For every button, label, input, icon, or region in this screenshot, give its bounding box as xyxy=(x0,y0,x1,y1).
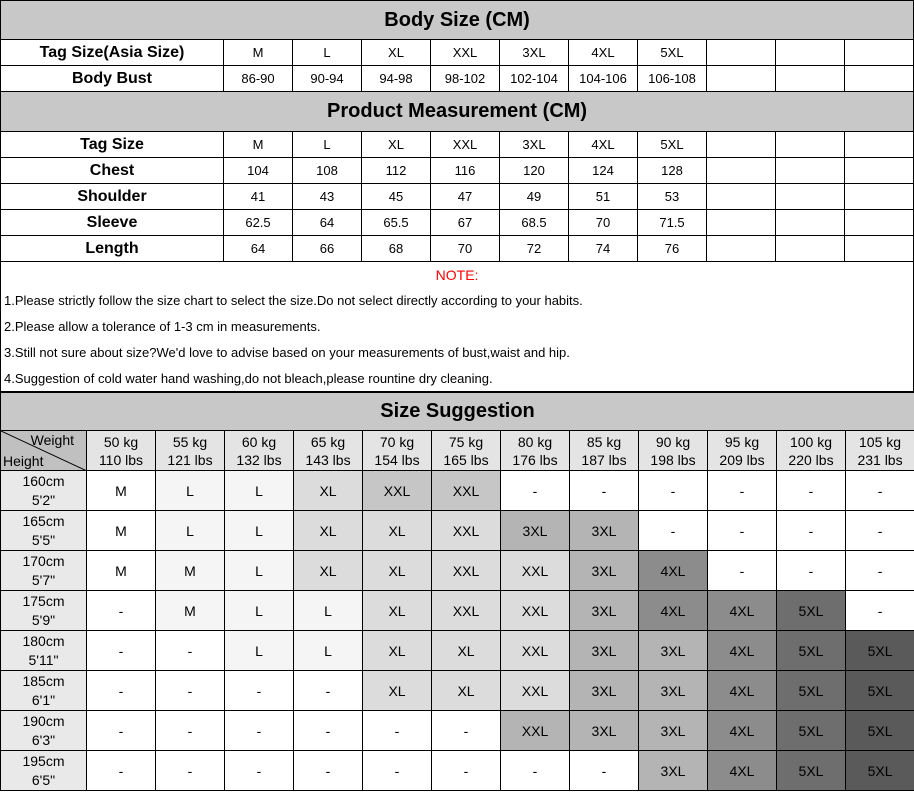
product-value-cell: 108 xyxy=(293,158,362,184)
weight-lbs: 110 lbs xyxy=(98,451,144,468)
empty-cell xyxy=(776,210,845,236)
note-title: NOTE: xyxy=(1,262,914,288)
size-suggestion-cell: XXL xyxy=(363,471,432,511)
product-value-cell: L xyxy=(293,132,362,158)
note-item: 2.Please allow a tolerance of 1-3 cm in measurements. xyxy=(1,314,914,340)
empty-cell xyxy=(776,184,845,210)
height-cell xyxy=(1,751,87,791)
size-suggestion-cell: L xyxy=(294,591,363,631)
size-suggestion-cell: XL xyxy=(294,511,363,551)
size-suggestion-cell: 3XL xyxy=(639,711,708,751)
product-value-cell: 71.5 xyxy=(638,210,707,236)
height-cm: 185cm xyxy=(22,672,65,689)
height-row xyxy=(1,471,914,511)
note-item: 1.Please strictly follow the size chart to select the size.Do not select directly according to your habits. xyxy=(1,288,914,314)
product-value-cell: 72 xyxy=(500,236,569,262)
body-bust-cell: 98-102 xyxy=(431,66,500,92)
weight-header-cell xyxy=(225,431,294,471)
weight-header-cell xyxy=(846,431,914,471)
size-suggestion-cell: L xyxy=(225,631,294,671)
weight-kg: 95 kg xyxy=(724,433,760,450)
body-bust-cell: 104-106 xyxy=(569,66,638,92)
height-row xyxy=(1,711,914,751)
product-row xyxy=(1,210,914,236)
size-suggestion-cell: 3XL xyxy=(570,591,639,631)
product-value-cell: 112 xyxy=(362,158,431,184)
weight-label: Weight xyxy=(30,432,74,448)
empty-cell xyxy=(845,236,914,262)
product-value-cell: 64 xyxy=(224,236,293,262)
weight-header-cell xyxy=(570,431,639,471)
product-value-cell: 51 xyxy=(569,184,638,210)
size-suggestion-cell: XXL xyxy=(501,591,570,631)
size-suggestion-cell: M xyxy=(87,551,156,591)
size-suggestion-cell: XXL xyxy=(501,631,570,671)
size-suggestion-cell: - xyxy=(432,711,501,751)
weight-lbs: 132 lbs xyxy=(236,451,282,468)
size-suggestion-cell: 5XL xyxy=(777,631,846,671)
size-suggestion-cell: - xyxy=(156,671,225,711)
size-suggestion-cell: L xyxy=(225,471,294,511)
size-suggestion-cell: - xyxy=(87,671,156,711)
height-ft: 5'5" xyxy=(31,531,56,548)
weight-height-corner xyxy=(1,431,87,471)
size-suggestion-cell: XL xyxy=(363,551,432,591)
product-value-cell: 66 xyxy=(293,236,362,262)
size-suggestion-cell: 4XL xyxy=(708,631,777,671)
empty-cell xyxy=(776,158,845,184)
product-value-cell: 41 xyxy=(224,184,293,210)
height-cm: 170cm xyxy=(22,552,65,569)
product-row-label: Sleeve xyxy=(1,210,224,236)
size-chart xyxy=(0,0,914,392)
size-suggestion-cell: - xyxy=(225,671,294,711)
size-suggestion-cell: - xyxy=(501,751,570,791)
body-tag-cell: XXL xyxy=(431,40,500,66)
size-suggestion-cell: - xyxy=(846,471,914,511)
size-suggestion-title: Size Suggestion xyxy=(1,393,914,431)
size-suggestion-cell: 5XL xyxy=(777,751,846,791)
size-suggestion-cell: - xyxy=(570,751,639,791)
size-suggestion-cell: 5XL xyxy=(846,711,914,751)
height-cell xyxy=(1,511,87,551)
size-suggestion-cell: XXL xyxy=(432,551,501,591)
height-row xyxy=(1,671,914,711)
weight-lbs: 220 lbs xyxy=(788,451,834,468)
size-suggestion-cell: L xyxy=(225,511,294,551)
body-bust-cell: 106-108 xyxy=(638,66,707,92)
size-suggestion-cell: - xyxy=(294,671,363,711)
size-suggestion-cell: XXL xyxy=(501,671,570,711)
size-suggestion-cell: - xyxy=(87,591,156,631)
size-suggestion-cell: - xyxy=(708,551,777,591)
empty-cell xyxy=(776,66,845,92)
size-suggestion-cell: - xyxy=(363,711,432,751)
note-item: 3.Still not sure about size?We'd love to advise based on your measurements of bust,waist and hip. xyxy=(1,340,914,366)
product-value-cell: 70 xyxy=(569,210,638,236)
size-suggestion-cell: XXL xyxy=(432,511,501,551)
note-row xyxy=(1,366,914,392)
size-suggestion-cell: - xyxy=(639,471,708,511)
height-ft: 6'1" xyxy=(31,691,56,708)
empty-cell xyxy=(845,158,914,184)
body-tag-row xyxy=(1,40,914,66)
size-suggestion-cell: 4XL xyxy=(708,751,777,791)
product-row-label: Length xyxy=(1,236,224,262)
empty-cell xyxy=(845,184,914,210)
weight-header-cell xyxy=(294,431,363,471)
product-value-cell: 128 xyxy=(638,158,707,184)
product-value-cell: 5XL xyxy=(638,132,707,158)
product-value-cell: 62.5 xyxy=(224,210,293,236)
weight-kg: 55 kg xyxy=(172,433,208,450)
weight-header-cell xyxy=(363,431,432,471)
size-suggestion-cell: - xyxy=(225,711,294,751)
weight-header-cell xyxy=(777,431,846,471)
height-ft: 5'7" xyxy=(31,571,56,588)
size-suggestion-cell: - xyxy=(294,711,363,751)
size-suggestion-cell: - xyxy=(570,471,639,511)
size-suggestion-cell: - xyxy=(846,511,914,551)
size-suggestion-cell: - xyxy=(294,751,363,791)
weight-kg: 50 kg xyxy=(103,433,139,450)
body-size-title: Body Size (CM) xyxy=(1,1,914,40)
note-row xyxy=(1,314,914,340)
product-row xyxy=(1,132,914,158)
size-suggestion-cell: - xyxy=(639,511,708,551)
weight-lbs: 176 lbs xyxy=(512,451,558,468)
size-suggestion-cell: 3XL xyxy=(639,631,708,671)
body-tag-cell: M xyxy=(224,40,293,66)
product-value-cell: 65.5 xyxy=(362,210,431,236)
product-row-label: Shoulder xyxy=(1,184,224,210)
body-tag-cell: 3XL xyxy=(500,40,569,66)
size-suggestion-cell: - xyxy=(432,751,501,791)
height-row xyxy=(1,551,914,591)
product-value-cell: 64 xyxy=(293,210,362,236)
product-value-cell: 67 xyxy=(431,210,500,236)
size-suggestion-cell: - xyxy=(708,471,777,511)
body-bust-cell: 94-98 xyxy=(362,66,431,92)
size-suggestion-cell: XL xyxy=(363,591,432,631)
height-row xyxy=(1,511,914,551)
weight-kg: 75 kg xyxy=(448,433,484,450)
height-row xyxy=(1,631,914,671)
product-value-cell: 68.5 xyxy=(500,210,569,236)
product-value-cell: 68 xyxy=(362,236,431,262)
height-cm: 160cm xyxy=(22,472,65,489)
product-value-cell: 43 xyxy=(293,184,362,210)
height-cell xyxy=(1,551,87,591)
size-suggestion-cell: 3XL xyxy=(570,711,639,751)
weight-kg: 65 kg xyxy=(310,433,346,450)
weight-header-row xyxy=(1,431,914,471)
size-suggestion-cell: 5XL xyxy=(777,591,846,631)
note-row xyxy=(1,340,914,366)
size-suggestion-cell: L xyxy=(156,471,225,511)
size-suggestion-cell: 4XL xyxy=(708,591,777,631)
size-suggestion-cell: 3XL xyxy=(570,671,639,711)
size-suggestion-cell: 3XL xyxy=(570,511,639,551)
product-value-cell: 4XL xyxy=(569,132,638,158)
size-suggestion-cell: 4XL xyxy=(708,671,777,711)
height-cell xyxy=(1,471,87,511)
empty-cell xyxy=(776,236,845,262)
product-value-cell: XL xyxy=(362,132,431,158)
height-cm: 180cm xyxy=(22,632,65,649)
size-suggestion-cell: 5XL xyxy=(777,671,846,711)
size-suggestion-cell: XL xyxy=(432,631,501,671)
weight-header-cell xyxy=(432,431,501,471)
size-suggestion-cell: 3XL xyxy=(570,551,639,591)
body-tag-cell: 5XL xyxy=(638,40,707,66)
body-bust-cell: 102-104 xyxy=(500,66,569,92)
height-cm: 190cm xyxy=(22,712,65,729)
product-value-cell: 120 xyxy=(500,158,569,184)
size-suggestion-cell: XXL xyxy=(432,471,501,511)
product-measurement-title: Product Measurement (CM) xyxy=(1,92,914,132)
size-suggestion-cell: 5XL xyxy=(846,631,914,671)
height-cell xyxy=(1,671,87,711)
product-value-cell: 70 xyxy=(431,236,500,262)
height-row xyxy=(1,751,914,791)
height-cm: 165cm xyxy=(22,512,65,529)
size-suggestion-cell: 3XL xyxy=(639,671,708,711)
size-suggestion-cell: M xyxy=(156,591,225,631)
size-suggestion-cell: - xyxy=(777,551,846,591)
height-ft: 6'5" xyxy=(31,771,56,788)
weight-kg: 60 kg xyxy=(241,433,277,450)
size-suggestion-cell: - xyxy=(156,711,225,751)
note-item: 4.Suggestion of cold water hand washing,do not bleach,please rountine dry cleaning. xyxy=(1,366,914,392)
size-suggestion-cell: - xyxy=(846,551,914,591)
weight-header-cell xyxy=(156,431,225,471)
size-suggestion-cell: - xyxy=(156,751,225,791)
size-suggestion-cell: L xyxy=(156,511,225,551)
size-suggestion-cell: 4XL xyxy=(639,591,708,631)
size-suggestion-cell: 4XL xyxy=(639,551,708,591)
product-value-cell: 53 xyxy=(638,184,707,210)
size-suggestion-cell: - xyxy=(156,631,225,671)
size-suggestion-cell: M xyxy=(156,551,225,591)
empty-cell xyxy=(776,132,845,158)
weight-kg: 105 kg xyxy=(859,433,902,450)
product-value-cell: 49 xyxy=(500,184,569,210)
size-suggestion-cell: 5XL xyxy=(846,751,914,791)
height-ft: 5'11" xyxy=(28,651,59,668)
size-suggestion-cell: 4XL xyxy=(708,711,777,751)
size-suggestion-cell: XL xyxy=(432,671,501,711)
size-suggestion-cell: L xyxy=(225,551,294,591)
empty-cell xyxy=(707,236,776,262)
product-row-label: Tag Size xyxy=(1,132,224,158)
weight-header-cell xyxy=(501,431,570,471)
height-cell xyxy=(1,711,87,751)
size-suggestion-cell: - xyxy=(87,711,156,751)
product-value-cell: 76 xyxy=(638,236,707,262)
size-suggestion-cell: XL xyxy=(294,471,363,511)
size-suggestion-cell: - xyxy=(777,511,846,551)
weight-lbs: 154 lbs xyxy=(374,451,420,468)
body-bust-label: Body Bust xyxy=(1,66,224,92)
size-suggestion-cell: XXL xyxy=(501,711,570,751)
size-suggestion-cell: - xyxy=(708,511,777,551)
empty-cell xyxy=(707,132,776,158)
size-suggestion-cell: XXL xyxy=(501,551,570,591)
height-cm: 195cm xyxy=(22,752,65,769)
product-row-label: Chest xyxy=(1,158,224,184)
size-suggestion-cell: XL xyxy=(363,671,432,711)
size-suggestion-cell: 5XL xyxy=(846,671,914,711)
size-suggestion-cell: M xyxy=(87,511,156,551)
empty-cell xyxy=(776,40,845,66)
body-tag-cell: 4XL xyxy=(569,40,638,66)
height-ft: 5'2" xyxy=(31,491,56,508)
weight-kg: 80 kg xyxy=(517,433,553,450)
empty-cell xyxy=(707,184,776,210)
size-suggestion-table xyxy=(0,392,914,791)
weight-lbs: 165 lbs xyxy=(443,451,489,468)
size-suggestion-cell: L xyxy=(294,631,363,671)
height-cell xyxy=(1,631,87,671)
size-suggestion-cell: - xyxy=(225,751,294,791)
weight-lbs: 231 lbs xyxy=(857,451,903,468)
product-value-cell: 3XL xyxy=(500,132,569,158)
product-row xyxy=(1,236,914,262)
empty-cell xyxy=(845,132,914,158)
product-value-cell: 104 xyxy=(224,158,293,184)
size-suggestion-cell: XL xyxy=(363,631,432,671)
size-suggestion-cell: 3XL xyxy=(570,631,639,671)
weight-lbs: 121 lbs xyxy=(167,451,213,468)
body-bust-row xyxy=(1,66,914,92)
product-value-cell: 124 xyxy=(569,158,638,184)
empty-cell xyxy=(845,66,914,92)
empty-cell xyxy=(707,40,776,66)
size-suggestion-cell: M xyxy=(87,471,156,511)
height-ft: 6'3" xyxy=(31,731,56,748)
weight-header-cell xyxy=(708,431,777,471)
weight-kg: 90 kg xyxy=(655,433,691,450)
note-row xyxy=(1,288,914,314)
product-value-cell: 74 xyxy=(569,236,638,262)
weight-lbs: 209 lbs xyxy=(719,451,765,468)
body-tag-label: Tag Size(Asia Size) xyxy=(1,40,224,66)
weight-kg: 85 kg xyxy=(586,433,622,450)
height-row xyxy=(1,591,914,631)
weight-kg: 100 kg xyxy=(789,433,833,450)
size-suggestion-cell: - xyxy=(363,751,432,791)
size-suggestion-cell: XL xyxy=(294,551,363,591)
weight-lbs: 198 lbs xyxy=(650,451,696,468)
empty-cell xyxy=(707,210,776,236)
size-suggestion-cell: 3XL xyxy=(501,511,570,551)
height-cm: 175cm xyxy=(22,592,65,609)
weight-lbs: 143 lbs xyxy=(305,451,351,468)
product-value-cell: M xyxy=(224,132,293,158)
size-suggestion-cell: - xyxy=(501,471,570,511)
size-suggestion-cell: - xyxy=(846,591,914,631)
size-suggestion-cell: - xyxy=(87,751,156,791)
height-ft: 5'9" xyxy=(31,611,56,628)
empty-cell xyxy=(845,210,914,236)
product-value-cell: 47 xyxy=(431,184,500,210)
height-cell xyxy=(1,591,87,631)
size-suggestion-cell: XXL xyxy=(432,591,501,631)
weight-header-cell xyxy=(639,431,708,471)
weight-header-cell xyxy=(87,431,156,471)
weight-kg: 70 kg xyxy=(379,433,415,450)
size-suggestion-cell: 5XL xyxy=(777,711,846,751)
size-suggestion-cell: - xyxy=(777,471,846,511)
body-bust-cell: 86-90 xyxy=(224,66,293,92)
size-suggestion-cell: XL xyxy=(363,511,432,551)
product-value-cell: XXL xyxy=(431,132,500,158)
product-row xyxy=(1,158,914,184)
size-suggestion-cell: L xyxy=(225,591,294,631)
body-tag-cell: L xyxy=(293,40,362,66)
body-bust-cell: 90-94 xyxy=(293,66,362,92)
product-row xyxy=(1,184,914,210)
product-value-cell: 45 xyxy=(362,184,431,210)
empty-cell xyxy=(845,40,914,66)
height-label: Height xyxy=(3,453,44,469)
empty-cell xyxy=(707,158,776,184)
empty-cell xyxy=(707,66,776,92)
product-value-cell: 116 xyxy=(431,158,500,184)
body-tag-cell: XL xyxy=(362,40,431,66)
size-suggestion-cell: - xyxy=(87,631,156,671)
weight-lbs: 187 lbs xyxy=(581,451,627,468)
size-suggestion-cell: 3XL xyxy=(639,751,708,791)
